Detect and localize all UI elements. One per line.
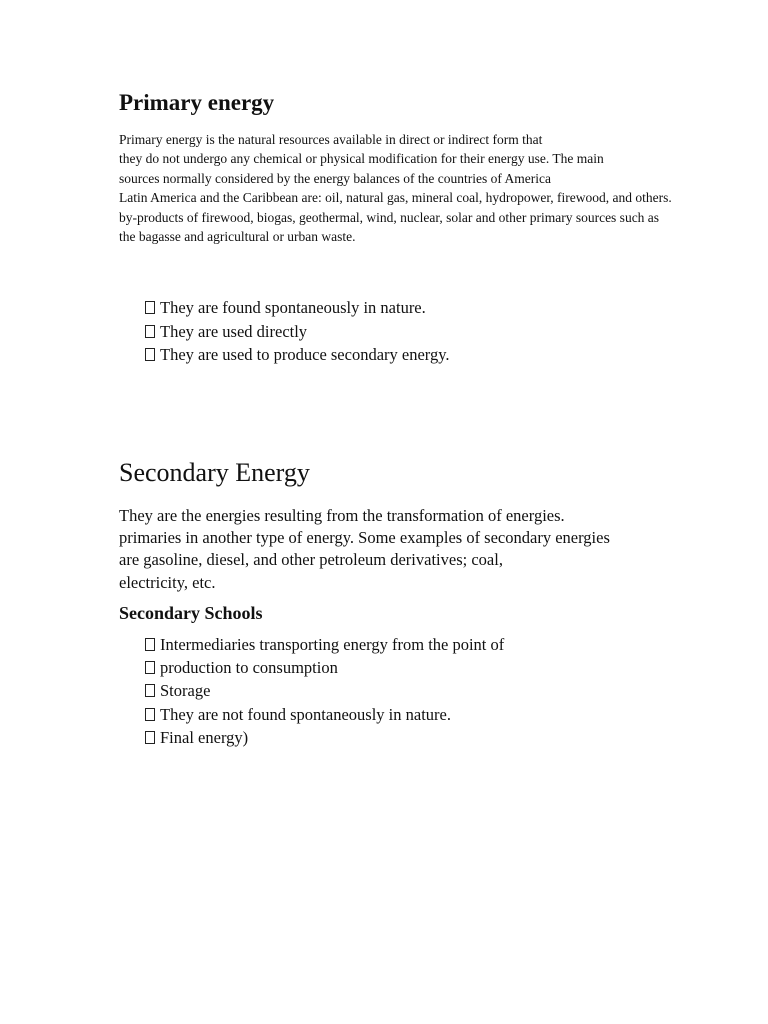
missing-glyph-bullet-icon — [145, 684, 155, 697]
secondary-energy-heading: Secondary Energy — [119, 458, 310, 487]
paragraph-line: primaries in another type of energy. Some examples of secondary energies — [119, 528, 610, 548]
paragraph-line: by-products of firewood, biogas, geothermal, wind, nuclear, solar and other primary sources such as — [119, 209, 660, 225]
paragraph-line: they do not undergo any chemical or physical modification for their energy use. The main — [119, 151, 604, 167]
paragraph-line: electricity, etc. — [119, 572, 216, 592]
paragraph-line: They are the energies resulting from the transformation of energies. — [119, 506, 565, 525]
paragraph-line: the bagasse and agricultural or urban waste. — [119, 229, 356, 245]
list-item — [145, 726, 504, 749]
paragraph-line: Latin America and the Caribbean are: oil, natural gas, mineral coal, hydropower, firewood, and others. — [119, 190, 672, 206]
secondary-energy-paragraph — [119, 505, 610, 594]
list-item-text: production to consumption — [160, 658, 338, 678]
list-item — [145, 656, 504, 679]
list-item — [145, 703, 504, 726]
secondary-energy-bullet-list — [145, 633, 504, 749]
missing-glyph-bullet-icon — [145, 348, 155, 361]
paragraph-line: sources normally considered by the energy balances of the countries of America — [119, 170, 551, 186]
list-item — [145, 343, 450, 367]
missing-glyph-bullet-icon — [145, 638, 155, 651]
list-item-text: Final energy) — [160, 727, 249, 747]
list-item-text: Storage — [160, 681, 211, 701]
primary-energy-heading: Primary energy — [119, 90, 275, 115]
list-item-text: They are used directly — [160, 321, 308, 341]
list-item — [145, 320, 450, 344]
list-item-text: Intermediaries transporting energy from the point of — [160, 635, 505, 654]
list-item-text: They are found spontaneously in nature. — [160, 298, 426, 317]
primary-energy-paragraph — [119, 130, 672, 246]
missing-glyph-bullet-icon — [145, 731, 155, 744]
secondary-schools-subheading: Secondary Schools — [119, 603, 263, 623]
list-item-text: They are not found spontaneously in nature. — [160, 704, 451, 724]
missing-glyph-bullet-icon — [145, 708, 155, 721]
list-item — [145, 679, 504, 702]
missing-glyph-bullet-icon — [145, 661, 155, 674]
paragraph-line: Primary energy is the natural resources available in direct or indirect form that — [119, 132, 543, 147]
list-item — [145, 296, 450, 320]
list-item-text: They are used to produce secondary energy. — [160, 345, 450, 364]
list-item — [145, 633, 504, 656]
missing-glyph-bullet-icon — [145, 301, 155, 314]
paragraph-line: are gasoline, diesel, and other petroleum derivatives; coal, — [119, 550, 503, 570]
primary-energy-bullet-list — [145, 296, 450, 367]
missing-glyph-bullet-icon — [145, 325, 155, 338]
